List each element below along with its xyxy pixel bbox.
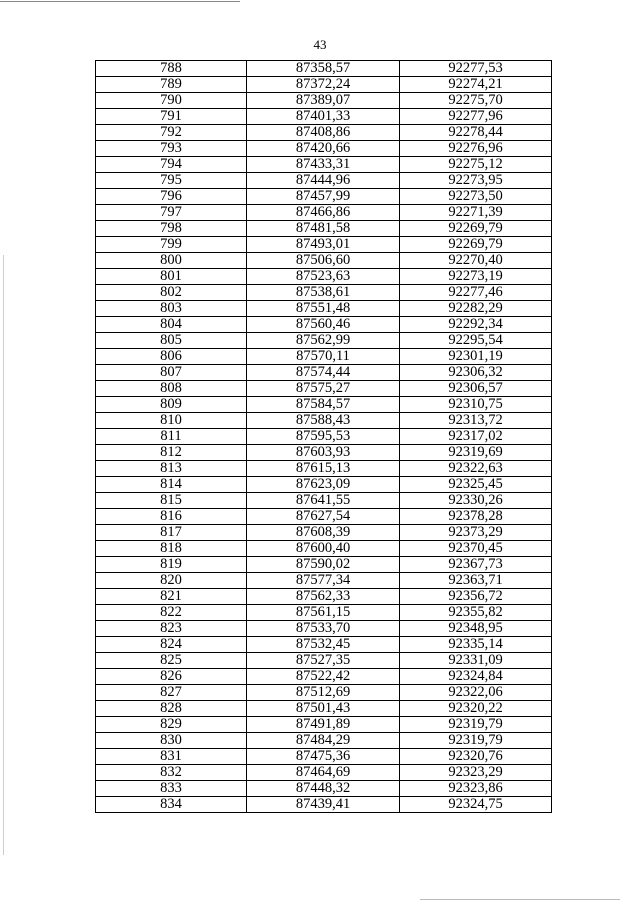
table-row [96,429,552,445]
x-coordinate-cell: 87481,58 [247,221,400,237]
point-number-cell: 793 [96,141,247,157]
point-number-cell: 832 [96,765,247,781]
point-number-cell: 812 [96,445,247,461]
y-coordinate-cell: 92331,09 [400,653,552,669]
table-row [96,93,552,109]
point-number-cell: 830 [96,733,247,749]
point-number-cell: 834 [96,797,247,813]
table-row [96,557,552,573]
table-row [96,125,552,141]
table-row [96,493,552,509]
point-number-cell: 803 [96,301,247,317]
y-coordinate-cell: 92323,86 [400,781,552,797]
point-number-cell: 814 [96,477,247,493]
scan-edge-top [0,1,240,2]
point-number-cell: 811 [96,429,247,445]
point-number-cell: 831 [96,749,247,765]
x-coordinate-cell: 87523,63 [247,269,400,285]
y-coordinate-cell: 92335,14 [400,637,552,653]
x-coordinate-cell: 87464,69 [247,765,400,781]
y-coordinate-cell: 92324,75 [400,797,552,813]
table-row [96,685,552,701]
point-number-cell: 819 [96,557,247,573]
table-row [96,749,552,765]
table-row [96,77,552,93]
y-coordinate-cell: 92275,12 [400,157,552,173]
table-row [96,573,552,589]
x-coordinate-cell: 87577,34 [247,573,400,589]
table-row [96,221,552,237]
x-coordinate-cell: 87457,99 [247,189,400,205]
table-row [96,701,552,717]
table-row [96,253,552,269]
point-number-cell: 800 [96,253,247,269]
x-coordinate-cell: 87584,57 [247,397,400,413]
table-row [96,189,552,205]
table-row [96,301,552,317]
page-number: 43 [313,37,327,52]
y-coordinate-cell: 92319,79 [400,717,552,733]
point-number-cell: 789 [96,77,247,93]
x-coordinate-cell: 87561,15 [247,605,400,621]
y-coordinate-cell: 92278,44 [400,125,552,141]
x-coordinate-cell: 87562,33 [247,589,400,605]
y-coordinate-cell: 92320,22 [400,701,552,717]
x-coordinate-cell: 87420,66 [247,141,400,157]
y-coordinate-cell: 92275,70 [400,93,552,109]
table-row [96,61,552,77]
y-coordinate-cell: 92313,72 [400,413,552,429]
x-coordinate-cell: 87595,53 [247,429,400,445]
y-coordinate-cell: 92330,26 [400,493,552,509]
table-row [96,461,552,477]
x-coordinate-cell: 87538,61 [247,285,400,301]
y-coordinate-cell: 92277,96 [400,109,552,125]
x-coordinate-cell: 87408,86 [247,125,400,141]
x-coordinate-cell: 87562,99 [247,333,400,349]
y-coordinate-cell: 92319,69 [400,445,552,461]
y-coordinate-cell: 92306,57 [400,381,552,397]
table-row [96,589,552,605]
x-coordinate-cell: 87570,11 [247,349,400,365]
point-number-cell: 796 [96,189,247,205]
point-number-cell: 801 [96,269,247,285]
x-coordinate-cell: 87575,27 [247,381,400,397]
point-number-cell: 807 [96,365,247,381]
table-row [96,509,552,525]
point-number-cell: 788 [96,61,247,77]
y-coordinate-cell: 92271,39 [400,205,552,221]
point-number-cell: 795 [96,173,247,189]
y-coordinate-cell: 92301,19 [400,349,552,365]
point-number-cell: 823 [96,621,247,637]
y-coordinate-cell: 92273,95 [400,173,552,189]
table-row [96,637,552,653]
point-number-cell: 816 [96,509,247,525]
y-coordinate-cell: 92322,06 [400,685,552,701]
x-coordinate-cell: 87448,32 [247,781,400,797]
table-row [96,349,552,365]
x-coordinate-cell: 87627,54 [247,509,400,525]
x-coordinate-cell: 87623,09 [247,477,400,493]
point-number-cell: 822 [96,605,247,621]
point-number-cell: 828 [96,701,247,717]
table-row [96,285,552,301]
table-row [96,269,552,285]
y-coordinate-cell: 92277,46 [400,285,552,301]
y-coordinate-cell: 92317,02 [400,429,552,445]
table-row [96,765,552,781]
point-number-cell: 820 [96,573,247,589]
table-row [96,653,552,669]
x-coordinate-cell: 87372,24 [247,77,400,93]
table-row [96,717,552,733]
point-number-cell: 818 [96,541,247,557]
point-number-cell: 794 [96,157,247,173]
point-number-cell: 802 [96,285,247,301]
x-coordinate-cell: 87600,40 [247,541,400,557]
scan-edge-left [3,255,4,855]
point-number-cell: 805 [96,333,247,349]
point-number-cell: 815 [96,493,247,509]
point-number-cell: 824 [96,637,247,653]
y-coordinate-cell: 92348,95 [400,621,552,637]
point-number-cell: 808 [96,381,247,397]
x-coordinate-cell: 87615,13 [247,461,400,477]
point-number-cell: 826 [96,669,247,685]
table-row [96,141,552,157]
scan-edge-bottom [420,899,620,900]
coordinates-table [95,60,552,813]
point-number-cell: 825 [96,653,247,669]
x-coordinate-cell: 87560,46 [247,317,400,333]
table-row [96,365,552,381]
table-row [96,333,552,349]
y-coordinate-cell: 92370,45 [400,541,552,557]
table-row [96,733,552,749]
y-coordinate-cell: 92324,84 [400,669,552,685]
x-coordinate-cell: 87439,41 [247,797,400,813]
y-coordinate-cell: 92325,45 [400,477,552,493]
x-coordinate-cell: 87522,42 [247,669,400,685]
table-row [96,669,552,685]
x-coordinate-cell: 87484,29 [247,733,400,749]
x-coordinate-cell: 87574,44 [247,365,400,381]
x-coordinate-cell: 87475,36 [247,749,400,765]
y-coordinate-cell: 92322,63 [400,461,552,477]
point-number-cell: 829 [96,717,247,733]
point-number-cell: 809 [96,397,247,413]
table-row [96,381,552,397]
point-number-cell: 804 [96,317,247,333]
x-coordinate-cell: 87512,69 [247,685,400,701]
x-coordinate-cell: 87433,31 [247,157,400,173]
y-coordinate-cell: 92270,40 [400,253,552,269]
table-row [96,445,552,461]
table-row [96,797,552,813]
table-row [96,605,552,621]
y-coordinate-cell: 92306,32 [400,365,552,381]
y-coordinate-cell: 92292,34 [400,317,552,333]
table-row [96,157,552,173]
x-coordinate-cell: 87493,01 [247,237,400,253]
x-coordinate-cell: 87590,02 [247,557,400,573]
table-row [96,317,552,333]
point-number-cell: 798 [96,221,247,237]
table-row [96,413,552,429]
x-coordinate-cell: 87506,60 [247,253,400,269]
point-number-cell: 833 [96,781,247,797]
x-coordinate-cell: 87389,07 [247,93,400,109]
point-number-cell: 821 [96,589,247,605]
table-row [96,621,552,637]
y-coordinate-cell: 92355,82 [400,605,552,621]
x-coordinate-cell: 87466,86 [247,205,400,221]
y-coordinate-cell: 92323,29 [400,765,552,781]
y-coordinate-cell: 92363,71 [400,573,552,589]
y-coordinate-cell: 92295,54 [400,333,552,349]
point-number-cell: 792 [96,125,247,141]
y-coordinate-cell: 92320,76 [400,749,552,765]
point-number-cell: 827 [96,685,247,701]
table-row [96,397,552,413]
x-coordinate-cell: 87641,55 [247,493,400,509]
point-number-cell: 790 [96,93,247,109]
point-number-cell: 797 [96,205,247,221]
x-coordinate-cell: 87444,96 [247,173,400,189]
x-coordinate-cell: 87491,89 [247,717,400,733]
y-coordinate-cell: 92269,79 [400,221,552,237]
y-coordinate-cell: 92277,53 [400,61,552,77]
table-row [96,109,552,125]
point-number-cell: 817 [96,525,247,541]
point-number-cell: 810 [96,413,247,429]
point-number-cell: 813 [96,461,247,477]
x-coordinate-cell: 87551,48 [247,301,400,317]
x-coordinate-cell: 87401,33 [247,109,400,125]
y-coordinate-cell: 92276,96 [400,141,552,157]
x-coordinate-cell: 87603,93 [247,445,400,461]
table-row [96,173,552,189]
x-coordinate-cell: 87501,43 [247,701,400,717]
point-number-cell: 799 [96,237,247,253]
y-coordinate-cell: 92273,19 [400,269,552,285]
x-coordinate-cell: 87608,39 [247,525,400,541]
coordinates-table-body [96,61,552,813]
y-coordinate-cell: 92319,79 [400,733,552,749]
x-coordinate-cell: 87358,57 [247,61,400,77]
table-row [96,541,552,557]
table-row [96,781,552,797]
table-row [96,477,552,493]
y-coordinate-cell: 92367,73 [400,557,552,573]
x-coordinate-cell: 87527,35 [247,653,400,669]
point-number-cell: 806 [96,349,247,365]
y-coordinate-cell: 92373,29 [400,525,552,541]
table-row [96,205,552,221]
y-coordinate-cell: 92274,21 [400,77,552,93]
y-coordinate-cell: 92378,28 [400,509,552,525]
y-coordinate-cell: 92310,75 [400,397,552,413]
point-number-cell: 791 [96,109,247,125]
table-row [96,237,552,253]
y-coordinate-cell: 92269,79 [400,237,552,253]
x-coordinate-cell: 87588,43 [247,413,400,429]
x-coordinate-cell: 87533,70 [247,621,400,637]
y-coordinate-cell: 92273,50 [400,189,552,205]
x-coordinate-cell: 87532,45 [247,637,400,653]
y-coordinate-cell: 92282,29 [400,301,552,317]
y-coordinate-cell: 92356,72 [400,589,552,605]
table-row [96,525,552,541]
